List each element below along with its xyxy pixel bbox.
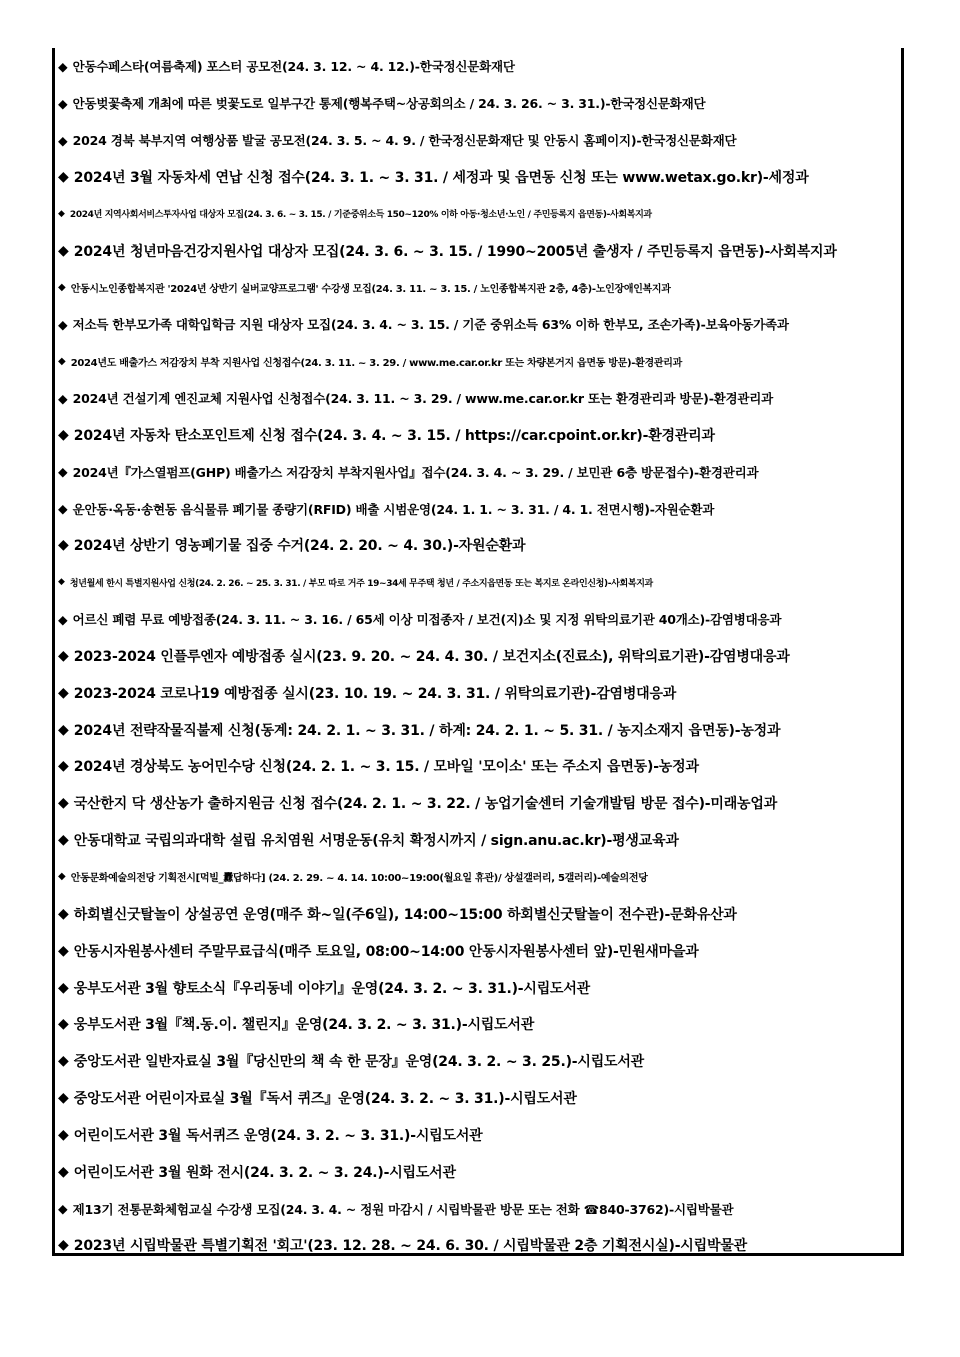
diamond-bullet-icon: ◆ (58, 758, 69, 775)
diamond-bullet-icon: ◆ (58, 95, 68, 111)
notice-item (55, 822, 901, 859)
notice-text: 제13기 전통문화체험교실 수강생 모집(24. 3. 4. ~ 정원 마감시 / 시립박물관 방문 또는 전화 ☎840-3762)-시립박물관 (72, 1201, 734, 1217)
diamond-bullet-icon: ◆ (58, 208, 65, 219)
notice-item (55, 490, 901, 527)
diamond-bullet-icon: ◆ (58, 316, 68, 332)
notice-item (55, 48, 901, 85)
notice-item (55, 416, 901, 453)
notice-text: 안동시자원봉사센터 주말무료급식(매주 토요일, 08:00~14:00 안동시자원봉사센터 앞)-민원새마을과 (73, 943, 699, 960)
diamond-bullet-icon: ◆ (58, 647, 69, 664)
notice-item (55, 453, 901, 490)
notice-item (55, 122, 901, 159)
notice-item (55, 232, 901, 269)
notice-board-frame (52, 48, 904, 1256)
diamond-bullet-icon: ◆ (58, 1237, 69, 1254)
diamond-bullet-icon: ◆ (58, 1201, 68, 1217)
diamond-bullet-icon: ◆ (58, 1016, 69, 1033)
notice-item (55, 380, 901, 417)
diamond-bullet-icon: ◆ (58, 168, 69, 185)
notice-text: 2024년 건설기계 엔진교체 지원사업 신청접수(24. 3. 11. ~ 3. 29. / www.me.car.or.kr 또는 환경관리과 방문)-환경관리과 (72, 391, 774, 407)
diamond-bullet-icon: ◆ (58, 1053, 69, 1070)
notice-text: 2024년 전략작물직불제 신청(동계: 24. 2. 1. ~ 3. 31. / 하계: 24. 2. 1. ~ 5. 31. / 농지소재지 읍면동)-농정과 (73, 722, 781, 739)
notice-item (55, 1006, 901, 1043)
notice-text: 안동시노인종합복지관 '2024년 상반기 실버교양프로그램' 수강생 모집(24. 3. 11. ~ 3. 15. / 노인종합복지관 2층, 4층)-노인장애인복지과 (70, 283, 671, 295)
notice-item (55, 343, 901, 380)
notice-text: 2024년 경상북도 농어민수당 신청(24. 2. 1. ~ 3. 15. / 모바일 '모이소' 또는 주소지 읍면동)-농정과 (73, 759, 699, 776)
notice-text: 중앙도서관 어린이자료실 3월『독서 퀴즈』운영(24. 3. 2. ~ 3. 31.)-시립도서관 (73, 1091, 577, 1108)
diamond-bullet-icon: ◆ (58, 871, 66, 883)
diamond-bullet-icon: ◆ (58, 979, 69, 996)
notice-item (55, 1080, 901, 1117)
notice-text: 웅부도서관 3월 향토소식『우리동네 이야기』운영(24. 3. 2. ~ 3. 31.)-시립도서관 (73, 980, 591, 997)
diamond-bullet-icon: ◆ (58, 684, 69, 701)
notice-item (55, 711, 901, 748)
notice-text: 저소득 한부모가족 대학입학금 지원 대상자 모집(24. 3. 4. ~ 3. 15. / 기준 중위소득 63% 이하 한부모, 조손가족)-보육아동가족과 (72, 317, 789, 333)
notice-item (55, 859, 901, 896)
notice-text: 2024년 자동차 탄소포인트제 신청 접수(24. 3. 4. ~ 3. 15. / https://car.cpoint.or.kr)-환경관리과 (73, 427, 715, 444)
diamond-bullet-icon: ◆ (58, 1090, 69, 1107)
notice-item (55, 195, 901, 232)
notice-item (55, 306, 901, 343)
notice-item (55, 748, 901, 785)
diamond-bullet-icon: ◆ (58, 905, 69, 922)
notice-item (55, 932, 901, 969)
notice-text: 안동수페스타(여름축제) 포스터 공모전(24. 3. 12. ~ 4. 12.)-한국정신문화재단 (72, 59, 515, 75)
diamond-bullet-icon: ◆ (58, 832, 69, 849)
notice-item (55, 969, 901, 1006)
diamond-bullet-icon: ◆ (58, 721, 69, 738)
diamond-bullet-icon: ◆ (58, 795, 69, 812)
diamond-bullet-icon: ◆ (58, 426, 69, 443)
notice-text: 어린이도서관 3월 원화 전시(24. 3. 2. ~ 3. 24.)-시립도서관 (73, 1164, 456, 1181)
diamond-bullet-icon: ◆ (58, 464, 68, 480)
diamond-bullet-icon: ◆ (58, 58, 68, 74)
notice-item (55, 1043, 901, 1080)
notice-text: 웅부도서관 3월『책.동.이. 챌린지』운영(24. 3. 2. ~ 3. 31.)-시립도서관 (73, 1017, 535, 1034)
notice-text: 2024년도 배출가스 저감장치 부착 지원사업 신청접수(24. 3. 11. ~ 3. 29. / www.me.car.or.kr 또는 차량본거지 읍면동 방문)-환경관리과 (70, 357, 682, 369)
notice-item (55, 638, 901, 675)
diamond-bullet-icon: ◆ (58, 132, 68, 148)
notice-item (55, 1153, 901, 1190)
diamond-bullet-icon: ◆ (58, 537, 69, 554)
notice-text: 2024년『가스열펌프(GHP) 배출가스 저감장치 부착지원사업』접수(24. 3. 4. ~ 3. 29. / 보민관 6층 방문접수)-환경관리과 (72, 464, 759, 480)
notice-text: 2023-2024 코로나19 예방접종 실시(23. 10. 19. ~ 24. 3. 31. / 위탁의료기관)-감염병대응과 (73, 685, 677, 702)
notice-item (55, 527, 901, 564)
diamond-bullet-icon: ◆ (58, 1126, 69, 1143)
notice-text: 안동대학교 국립의과대학 설립 유치염원 서명운동(유치 확정시까지 / sign.anu.ac.kr)-평생교육과 (73, 833, 679, 850)
notice-item (55, 785, 901, 822)
notice-item (55, 159, 901, 196)
notice-item (55, 895, 901, 932)
notice-item (55, 85, 901, 122)
notice-text: 2023-2024 인플루엔자 예방접종 실시(23. 9. 20. ~ 24. 4. 30. / 보건지소(진료소), 위탁의료기관)-감염병대응과 (73, 648, 790, 665)
notice-text: 국산한지 닥 생산농가 출하지원금 신청 접수(24. 2. 1. ~ 3. 22. / 농업기술센터 기술개발팀 방문 접수)-미래농업과 (73, 796, 778, 813)
notice-text: 안동문화예술의전당 기획전시[먹빌_纛답하다] (24. 2. 29. ~ 4. 14. 10:00~19:00(월요일 휴관)/ 상설갤러리, 5갤러리)-예술의전당 (70, 873, 648, 885)
notice-item (55, 269, 901, 306)
diamond-bullet-icon: ◆ (58, 611, 68, 627)
notice-item (55, 674, 901, 711)
notice-item (55, 601, 901, 638)
notice-item (55, 1227, 901, 1264)
diamond-bullet-icon: ◆ (58, 242, 69, 259)
notice-text: 중앙도서관 일반자료실 3월『당신만의 책 속 한 문장』운영(24. 3. 2. ~ 3. 25.)-시립도서관 (73, 1054, 645, 1071)
notice-item (55, 1190, 901, 1227)
notice-text: 어린이도서관 3월 독서퀴즈 운영(24. 3. 2. ~ 3. 31.)-시립도서관 (73, 1127, 483, 1144)
notice-text: 2024년 3월 자동차세 연납 신청 접수(24. 3. 1. ~ 3. 31. / 세정과 및 읍면동 신청 또는 www.wetax.go.kr)-세정과 (73, 169, 809, 186)
diamond-bullet-icon: ◆ (58, 1163, 69, 1180)
diamond-bullet-icon: ◆ (58, 942, 69, 959)
notice-item (55, 564, 901, 601)
diamond-bullet-icon: ◆ (58, 577, 65, 588)
notice-text: 운안동·옥동·송현동 음식물류 폐기물 종량기(RFID) 배출 시범운영(24. 1. 1. ~ 3. 31. / 4. 1. 전면시행)-자원순환과 (72, 501, 715, 517)
diamond-bullet-icon: ◆ (58, 390, 68, 406)
notice-text: 어르신 폐렴 무료 예방접종(24. 3. 11. ~ 3. 16. / 65세 이상 미접종자 / 보건(지)소 및 지정 위탁의료기관 40개소)-감염병대응과 (72, 612, 782, 628)
notice-text: 청년월세 한시 특별지원사업 신청(24. 2. 26. ~ 25. 3. 31. / 부모 따로 거주 19~34세 무주택 청년 / 주소지읍면동 또는 복지로 온라인신청)-사회복지과 (69, 578, 653, 589)
notice-text: 안동벚꽃축제 개최에 따른 벚꽃도로 일부구간 통제(행복주택~상공회의소 / 24. 3. 26. ~ 3. 31.)-한국정신문화재단 (72, 96, 706, 112)
notice-text: 2024 경북 북부지역 여행상품 발굴 공모전(24. 3. 5. ~ 4. 9. / 한국정신문화재단 및 안동시 홈페이지)-한국정신문화재단 (72, 133, 737, 149)
notice-text: 2024년 상반기 영농폐기물 집중 수거(24. 2. 20. ~ 4. 30.)-자원순환과 (73, 538, 526, 555)
notice-item (55, 1116, 901, 1153)
notice-text: 2024년 지역사회서비스투자사업 대상자 모집(24. 3. 6. ~ 3. 15. / 기준중위소득 150~120% 이하 아동·청소년·노인 / 주민등록지 읍면동)-사회복지과 (69, 210, 652, 221)
notice-text: 2024년 청년마음건강지원사업 대상자 모집(24. 3. 6. ~ 3. 15. / 1990~2005년 출생자 / 주민등록지 읍면동)-사회복지과 (73, 243, 837, 260)
diamond-bullet-icon: ◆ (58, 281, 66, 293)
diamond-bullet-icon: ◆ (58, 501, 68, 517)
notice-list (55, 48, 901, 1264)
notice-text: 2023년 시립박물관 특별기획전 '회고'(23. 12. 28. ~ 24. 6. 30. / 시립박물관 2층 기획전시실)-시립박물관 (73, 1238, 747, 1255)
notice-text: 하회별신굿탈놀이 상설공연 운영(매주 화~일(주6일), 14:00~15:00 하회별신굿탈놀이 전수관)-문화유산과 (73, 906, 737, 923)
diamond-bullet-icon: ◆ (58, 355, 66, 367)
